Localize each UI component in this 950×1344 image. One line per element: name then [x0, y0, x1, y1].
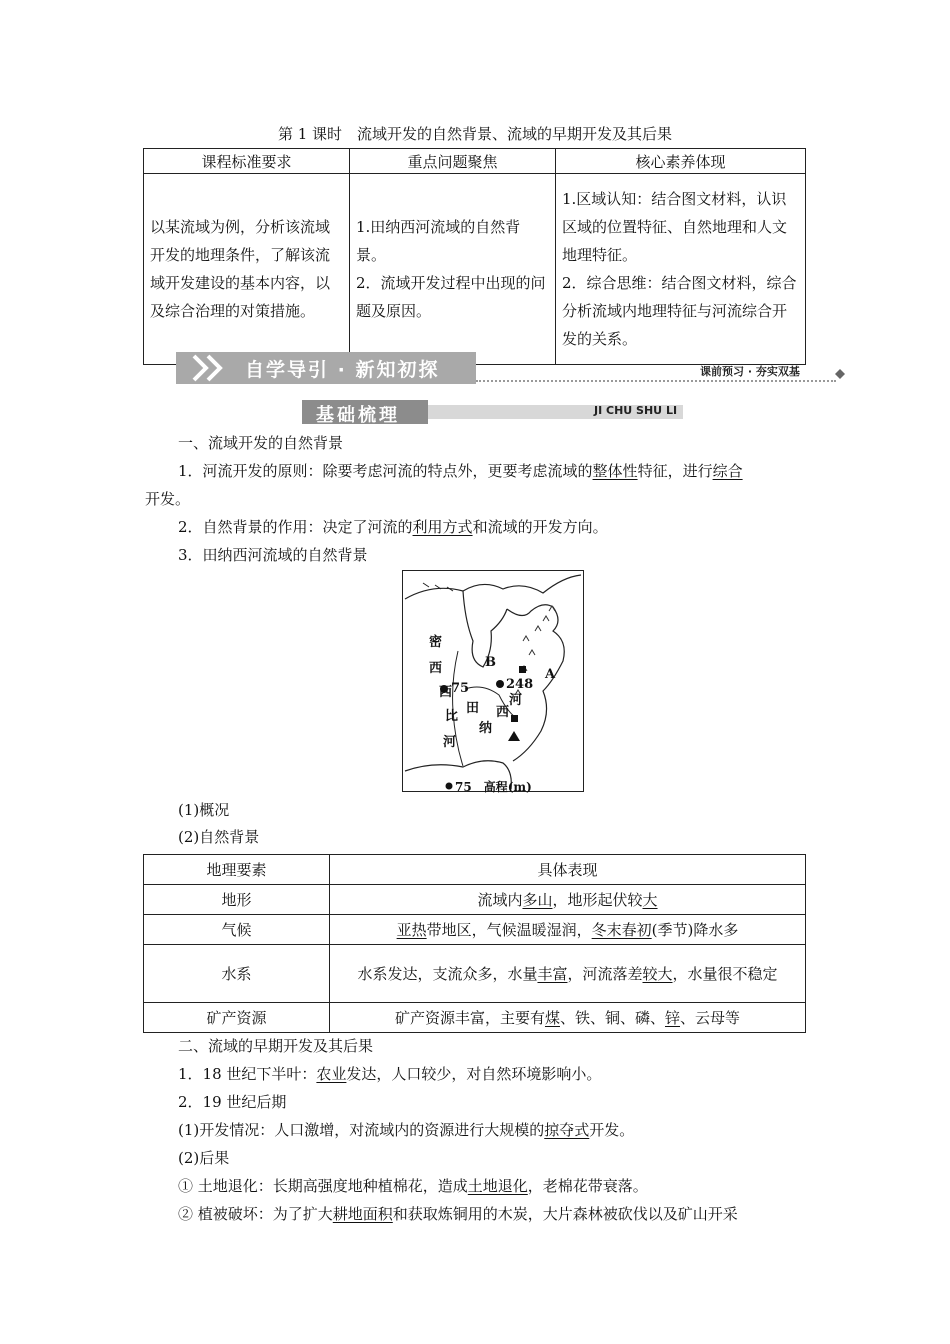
- feat-row-0-desc: [330, 885, 806, 915]
- section2-p3: [178, 1119, 634, 1140]
- f0b: ，地形起伏较: [552, 890, 643, 909]
- feat-row-3-name: 矿产资源: [144, 1003, 330, 1033]
- f1b: 带地区，气候温暖湿润，: [426, 920, 592, 939]
- f0u2: 大: [642, 890, 658, 909]
- s1p1-u1: 整体性: [592, 462, 638, 480]
- std-col3: [556, 174, 806, 365]
- section1-p1-cont: 开发。: [145, 490, 191, 508]
- section1-p1: [178, 460, 743, 481]
- banner-title: 自学导引 · 新知初探: [245, 359, 440, 381]
- feat-row: [144, 945, 806, 1003]
- f2b: ，河流落差: [567, 964, 643, 983]
- std-header-3: 核心素养体现: [556, 149, 806, 174]
- std-col2-b: 2．流域开发过程中出现的问题及原因。: [356, 274, 546, 320]
- f3c: 、云母等: [680, 1008, 741, 1027]
- feat-row-0-name: 地形: [144, 885, 330, 915]
- chevron-right-icon: [184, 352, 244, 384]
- f0u1: 多山: [522, 890, 553, 909]
- map-label-b: B: [485, 655, 496, 670]
- s2p3-b: 开发。: [589, 1121, 635, 1139]
- s2p5-a: ① 土地退化：长期高强度地种植棉花，造成: [178, 1177, 468, 1195]
- s1p1-b: 特征，进行: [637, 462, 713, 480]
- f2u1: 丰富: [537, 964, 568, 983]
- f1u2: 冬末春初: [591, 920, 652, 939]
- section2-heading: 二、流域的早期开发及其后果: [178, 1037, 374, 1055]
- map-legend: 75 高程(m): [455, 780, 532, 794]
- f2c: ，水量很不稳定: [672, 964, 778, 983]
- s2p3-u: 掠夺式: [544, 1121, 590, 1139]
- s2p3-a: (1)开发情况：人口激增，对流域内的资源进行大规模的: [178, 1121, 545, 1139]
- f1c: (季节)降水多: [651, 920, 739, 939]
- feat-row-1-name: 气候: [144, 915, 330, 945]
- f3a: 矿产资源丰富，主要有: [394, 1008, 545, 1027]
- std-header-2: 重点问题聚焦: [350, 149, 556, 174]
- section1-p3: 3．田纳西河流域的自然背景: [178, 546, 368, 564]
- feat-header-1: 地理要素: [144, 855, 330, 885]
- s2p1-b: 发达，人口较少，对自然环境影响小。: [346, 1065, 602, 1083]
- map-label-tian: 田: [466, 701, 480, 716]
- f1u1: 亚热: [396, 920, 427, 939]
- f0a: 流域内: [477, 890, 523, 909]
- s1p1-a: 1．河流开发的原则：除要考虑河流的特点外，更要考虑流域的: [178, 462, 593, 480]
- section1-sub2: (2)自然背景: [178, 828, 260, 846]
- std-col2-a: 1.田纳西河流域的自然背景。: [356, 218, 521, 264]
- page-title: 第 1 课时 流域开发的自然背景、流域的早期开发及其后果: [277, 125, 673, 143]
- s2p5-b: ，老棉花带衰落。: [527, 1177, 648, 1195]
- standards-table: [143, 148, 806, 365]
- s2p6-a: ② 植被破坏：为了扩大: [178, 1205, 333, 1223]
- feat-row-2-desc: [330, 945, 806, 1003]
- map-label-248: 248: [506, 677, 534, 692]
- subbanner-title: 基础梳理: [316, 405, 400, 426]
- map-drawing: [403, 571, 583, 791]
- s2p6-b: 和获取炼铜用的木炭，大片森林被砍伐以及矿山开采: [392, 1205, 738, 1223]
- s1p2-b: 和流域的开发方向。: [472, 518, 608, 536]
- std-col1-text: 以某流域为例，分析该流域开发的地理条件，了解该流域开发建设的基本内容，以及综合治理的对策措施。: [150, 218, 331, 320]
- map-label-3: 西: [439, 685, 453, 700]
- subbanner-right-text: JI CHU SHU LI: [594, 404, 678, 417]
- std-col1: [144, 174, 350, 365]
- map-label-2: 西: [429, 661, 443, 676]
- s2p5-u: 土地退化: [467, 1177, 528, 1195]
- banner-right-text: 课前预习 · 夯实双基: [700, 365, 800, 378]
- section2-p5: [178, 1175, 648, 1196]
- s2p1-u: 农业: [316, 1065, 347, 1083]
- map-label-a: A: [545, 667, 556, 682]
- f3u2: 锌: [665, 1008, 681, 1027]
- map-label-4: 比: [445, 709, 459, 724]
- map-label-he: 河: [509, 693, 523, 708]
- f3u1: 煤: [544, 1008, 560, 1027]
- section1-p2: [178, 516, 608, 537]
- banner-divider: [476, 380, 836, 382]
- map-label-1: 密: [429, 635, 443, 650]
- s1p2-a: 2．自然背景的作用：决定了河流的: [178, 518, 413, 536]
- feat-row: [144, 1003, 806, 1033]
- s1p1-u2: 综合: [712, 462, 743, 480]
- map-label-na: 纳: [479, 721, 493, 736]
- section1-heading: 一、流域开发的自然背景: [178, 434, 344, 452]
- feat-row-2-name: 水系: [144, 945, 330, 1003]
- map-label-75: 75: [451, 681, 470, 696]
- std-header-1: 课程标准要求: [144, 149, 350, 174]
- s2p1-a: 1．18 世纪下半叶：: [178, 1065, 317, 1083]
- feat-header-2: 具体表现: [330, 855, 806, 885]
- s1p2-u: 利用方式: [412, 518, 473, 536]
- section2-p1: [178, 1063, 601, 1084]
- features-table: [143, 854, 806, 1033]
- tennessee-map: [402, 570, 584, 792]
- feat-row-3-desc: [330, 1003, 806, 1033]
- map-label-5: 河: [443, 735, 457, 750]
- feat-row: [144, 885, 806, 915]
- std-col3-a: 1.区域认知：结合图文材料，认识区域的位置特征、自然地理和人文地理特征。: [562, 190, 788, 264]
- s2p6-u: 耕地面积: [332, 1205, 393, 1223]
- std-col2: [350, 174, 556, 365]
- section2-p6: [178, 1203, 738, 1224]
- section1-sub1: (1)概况: [178, 801, 230, 819]
- f2u2: 较大: [642, 964, 673, 983]
- map-label-xi: 西: [496, 705, 510, 720]
- std-col3-b: 2．综合思维：结合图文材料，综合分析流域内地理特征与河流综合开发的关系。: [562, 274, 797, 348]
- section2-p4: (2)后果: [178, 1149, 230, 1167]
- f2a: 水系发达，支流众多，水量: [357, 964, 538, 983]
- section2-p2: 2．19 世纪后期: [178, 1093, 287, 1111]
- f3b: 、铁、铜、磷、: [559, 1008, 665, 1027]
- diamond-icon: [834, 368, 846, 380]
- feat-row-1-desc: [330, 915, 806, 945]
- feat-row: [144, 915, 806, 945]
